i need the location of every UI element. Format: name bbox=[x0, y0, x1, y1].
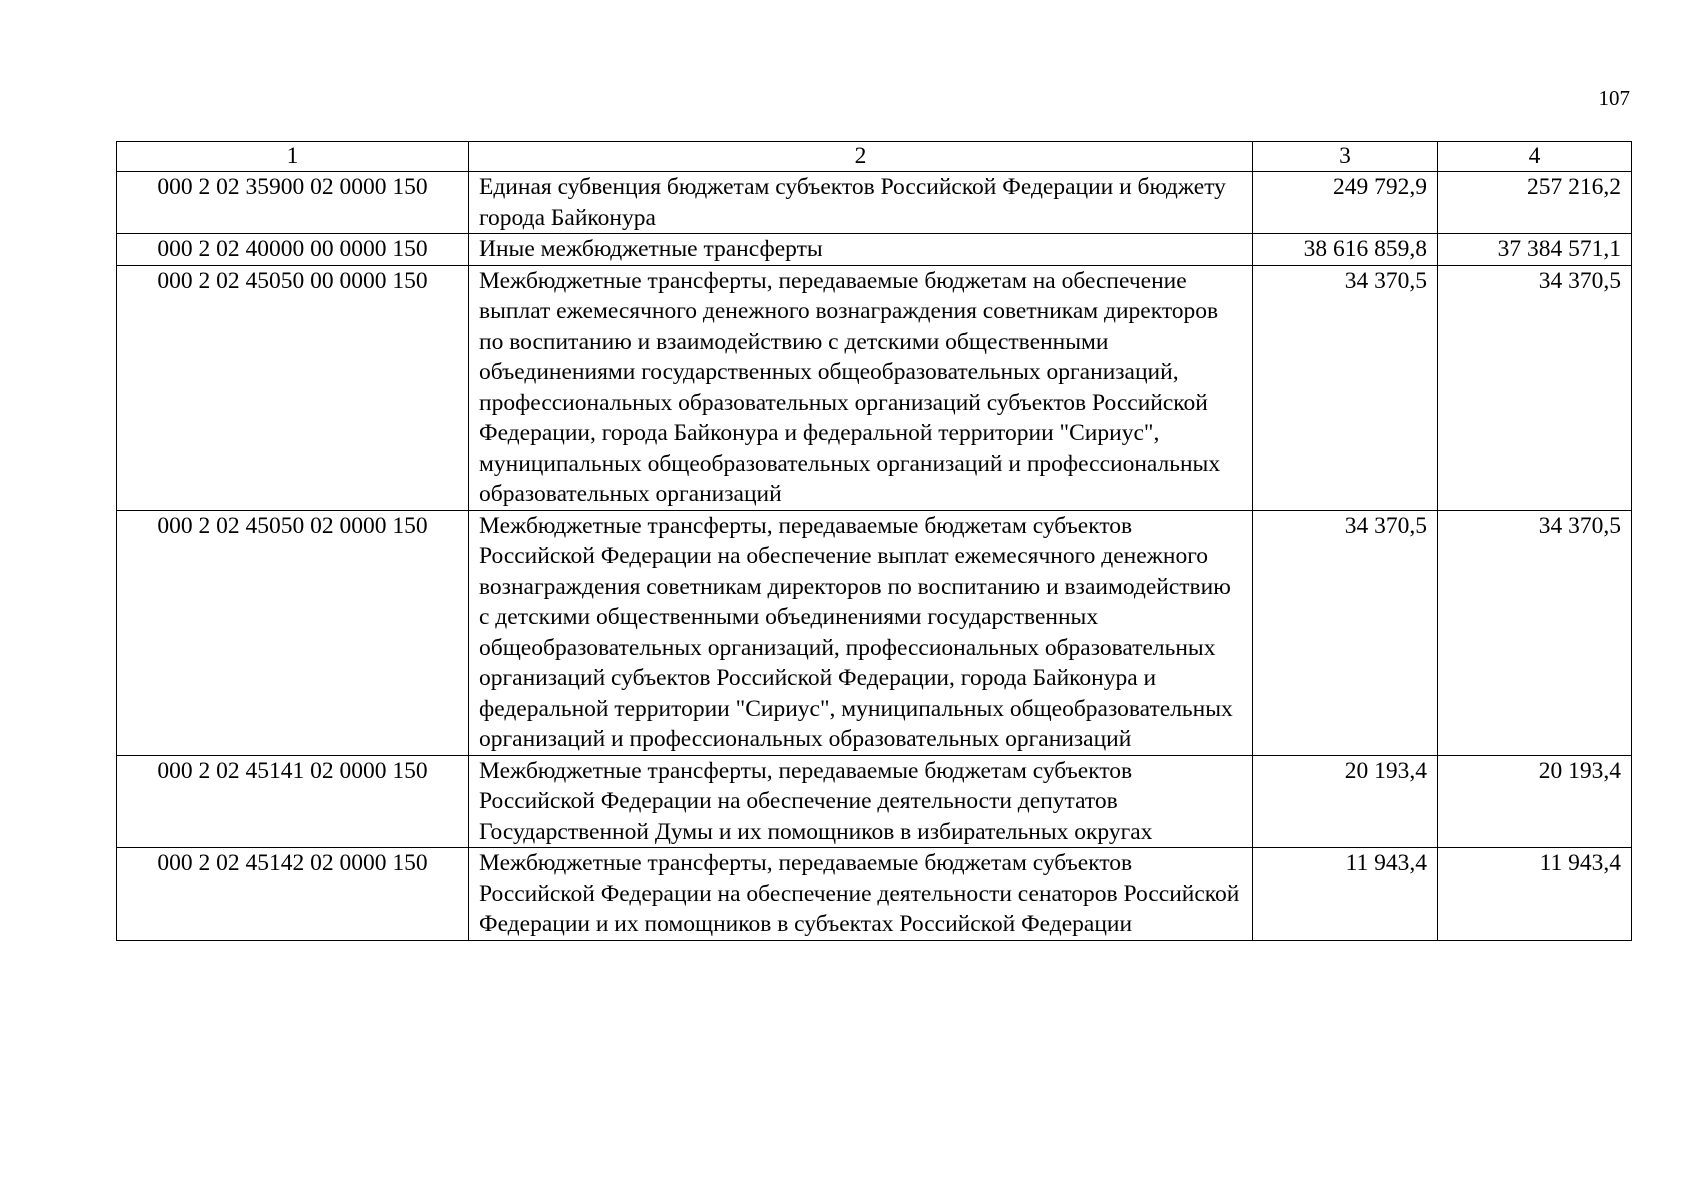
column-header-1: 1 bbox=[117, 142, 469, 172]
page-number: 107 bbox=[1598, 86, 1630, 110]
amount-col3-cell: 20 193,4 bbox=[1253, 755, 1438, 848]
column-header-4: 4 bbox=[1438, 142, 1632, 172]
amount-col4-cell: 34 370,5 bbox=[1438, 265, 1632, 510]
budget-code-cell: 000 2 02 45050 02 0000 150 bbox=[117, 510, 469, 755]
column-header-3: 3 bbox=[1253, 142, 1438, 172]
description-cell: Межбюджетные трансферты, передаваемые бюджетам на обеспечение выплат ежемесячного денежного вознаграждения советникам директоров по воспитанию и взаимодействию с детскими общественными объединениями государственных общеобразовательных организаций, профессиональных образовательных организаций субъектов Российской Федерации, города Байконура и федеральной территории "Сириус", муниципальных общеобразовательных организаций и профессиональных образовательных организаций bbox=[469, 265, 1253, 510]
table-header-row bbox=[117, 142, 1632, 172]
budget-table bbox=[116, 141, 1632, 941]
description-cell: Межбюджетные трансферты, передаваемые бюджетам субъектов Российской Федерации на обеспечение выплат ежемесячного денежного вознаграждения советникам директоров по воспитанию и взаимодействию с детскими общественными объединениями государственных общеобразовательных организаций, профессиональных образовательных организаций субъектов Российской Федерации, города Байконура и федеральной территории "Сириус", муниципальных общеобразовательных организаций и профессиональных образовательных организаций bbox=[469, 510, 1253, 755]
amount-col3-cell: 34 370,5 bbox=[1253, 265, 1438, 510]
amount-col3-cell: 34 370,5 bbox=[1253, 510, 1438, 755]
description-cell: Межбюджетные трансферты, передаваемые бюджетам субъектов Российской Федерации на обеспечение деятельности депутатов Государственной Думы и их помощников в избирательных округах bbox=[469, 755, 1253, 848]
description-cell: Иные межбюджетные трансферты bbox=[469, 234, 1253, 266]
budget-code-cell: 000 2 02 45050 00 0000 150 bbox=[117, 265, 469, 510]
amount-col4-cell: 11 943,4 bbox=[1438, 848, 1632, 941]
amount-col3-cell: 249 792,9 bbox=[1253, 172, 1438, 234]
budget-code-cell: 000 2 02 35900 02 0000 150 bbox=[117, 172, 469, 234]
amount-col3-cell: 11 943,4 bbox=[1253, 848, 1438, 941]
table-row bbox=[117, 510, 1632, 755]
budget-code-cell: 000 2 02 45141 02 0000 150 bbox=[117, 755, 469, 848]
amount-col4-cell: 34 370,5 bbox=[1438, 510, 1632, 755]
amount-col4-cell: 37 384 571,1 bbox=[1438, 234, 1632, 266]
table-row bbox=[117, 234, 1632, 266]
column-header-2: 2 bbox=[469, 142, 1253, 172]
table-row bbox=[117, 172, 1632, 234]
amount-col4-cell: 257 216,2 bbox=[1438, 172, 1632, 234]
table-row bbox=[117, 848, 1632, 941]
table-row bbox=[117, 265, 1632, 510]
description-cell: Межбюджетные трансферты, передаваемые бюджетам субъектов Российской Федерации на обеспечение деятельности сенаторов Российской Федерации и их помощников в субъектах Российской Федерации bbox=[469, 848, 1253, 941]
table-row bbox=[117, 755, 1632, 848]
budget-code-cell: 000 2 02 45142 02 0000 150 bbox=[117, 848, 469, 941]
description-cell: Единая субвенция бюджетам субъектов Российской Федерации и бюджету города Байконура bbox=[469, 172, 1253, 234]
amount-col3-cell: 38 616 859,8 bbox=[1253, 234, 1438, 266]
budget-code-cell: 000 2 02 40000 00 0000 150 bbox=[117, 234, 469, 266]
amount-col4-cell: 20 193,4 bbox=[1438, 755, 1632, 848]
